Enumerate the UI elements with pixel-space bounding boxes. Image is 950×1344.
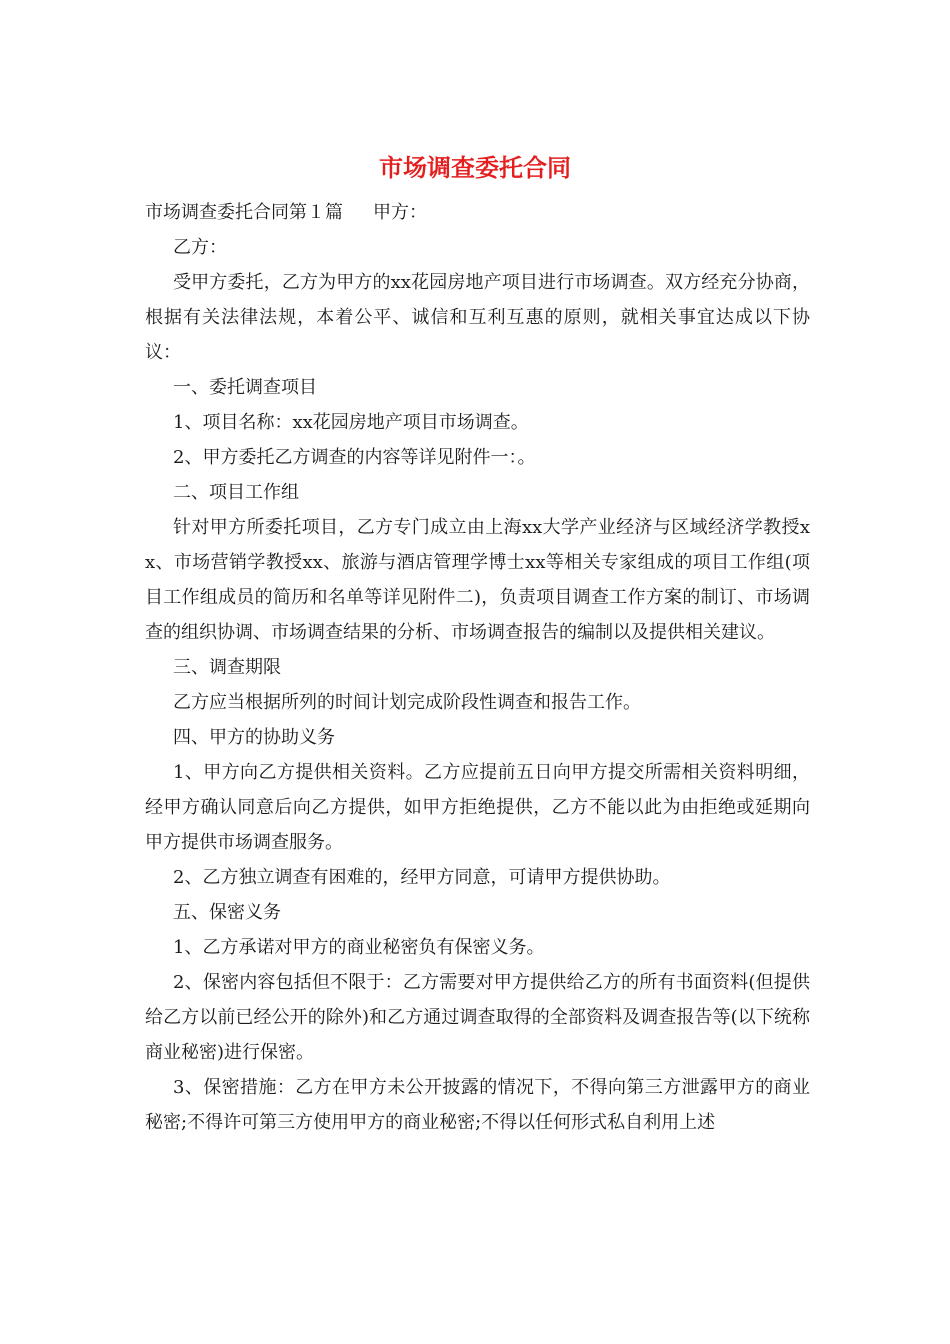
document-title: 市场调查委托合同	[379, 153, 571, 182]
paragraph: 乙方应当根据所列的时间计划完成阶段性调查和报告工作。	[173, 692, 641, 713]
paragraph: 针对甲方所委托项目，乙方专门成立由上海xx大学产业经济与区域经济学教授xx、市场营销学教授xx、旅游与酒店管理学博士xx等相关专家组成的项目工作组(项目工作组成员的简历和名单等详见附件二)，负责项目调查工作方案的制订、市场调查的组织协调、市场调查结果的分析、市场调查报告的编制以及提供相关建议。	[145, 517, 810, 643]
section-heading: 四、甲方的协助义务	[173, 727, 335, 748]
header-line-part1: 市场调查委托合同第１篇	[145, 202, 343, 223]
section-heading: 三、调查期限	[173, 657, 281, 678]
document-body	[145, 195, 810, 1140]
paragraph: 受甲方委托，乙方为甲方的xx花园房地产项目进行市场调查。双方经充分协商，根据有关法律法规，本着公平、诚信和互利互惠的原则，就相关事宜达成以下协议：	[145, 272, 810, 363]
paragraph: 1、乙方承诺对甲方的商业秘密负有保密义务。	[173, 937, 545, 958]
paragraph: 2、保密内容包括但不限于：乙方需要对甲方提供给乙方的所有书面资料(但提供给乙方以前已经公开的除外)和乙方通过调查取得的全部资料及调查报告等(以下统称商业秘密)进行保密。	[145, 972, 810, 1063]
paragraph: 3、保密措施：乙方在甲方未公开披露的情况下，不得向第三方泄露甲方的商业秘密;不得许可第三方使用甲方的商业秘密;不得以任何形式私自利用上述	[145, 1077, 810, 1133]
paragraph: 2、甲方委托乙方调查的内容等详见附件一：。	[173, 447, 536, 468]
header-line-part2: 甲方：	[373, 202, 427, 223]
paragraph: 1、甲方向乙方提供相关资料。乙方应提前五日向甲方提交所需相关资料明细，经甲方确认同意后向乙方提供，如甲方拒绝提供，乙方不能以此为由拒绝或延期向甲方提供市场调查服务。	[145, 762, 810, 853]
paragraph: 2、乙方独立调查有困难的，经甲方同意，可请甲方提供协助。	[173, 867, 671, 888]
section-heading: 二、项目工作组	[173, 482, 299, 503]
paragraph: 1、项目名称：xx花园房地产项目市场调查。	[173, 412, 529, 433]
section-heading: 一、委托调查项目	[173, 377, 317, 398]
section-heading: 五、保密义务	[173, 902, 281, 923]
paragraph: 乙方：	[173, 237, 227, 258]
header-line	[145, 195, 810, 230]
